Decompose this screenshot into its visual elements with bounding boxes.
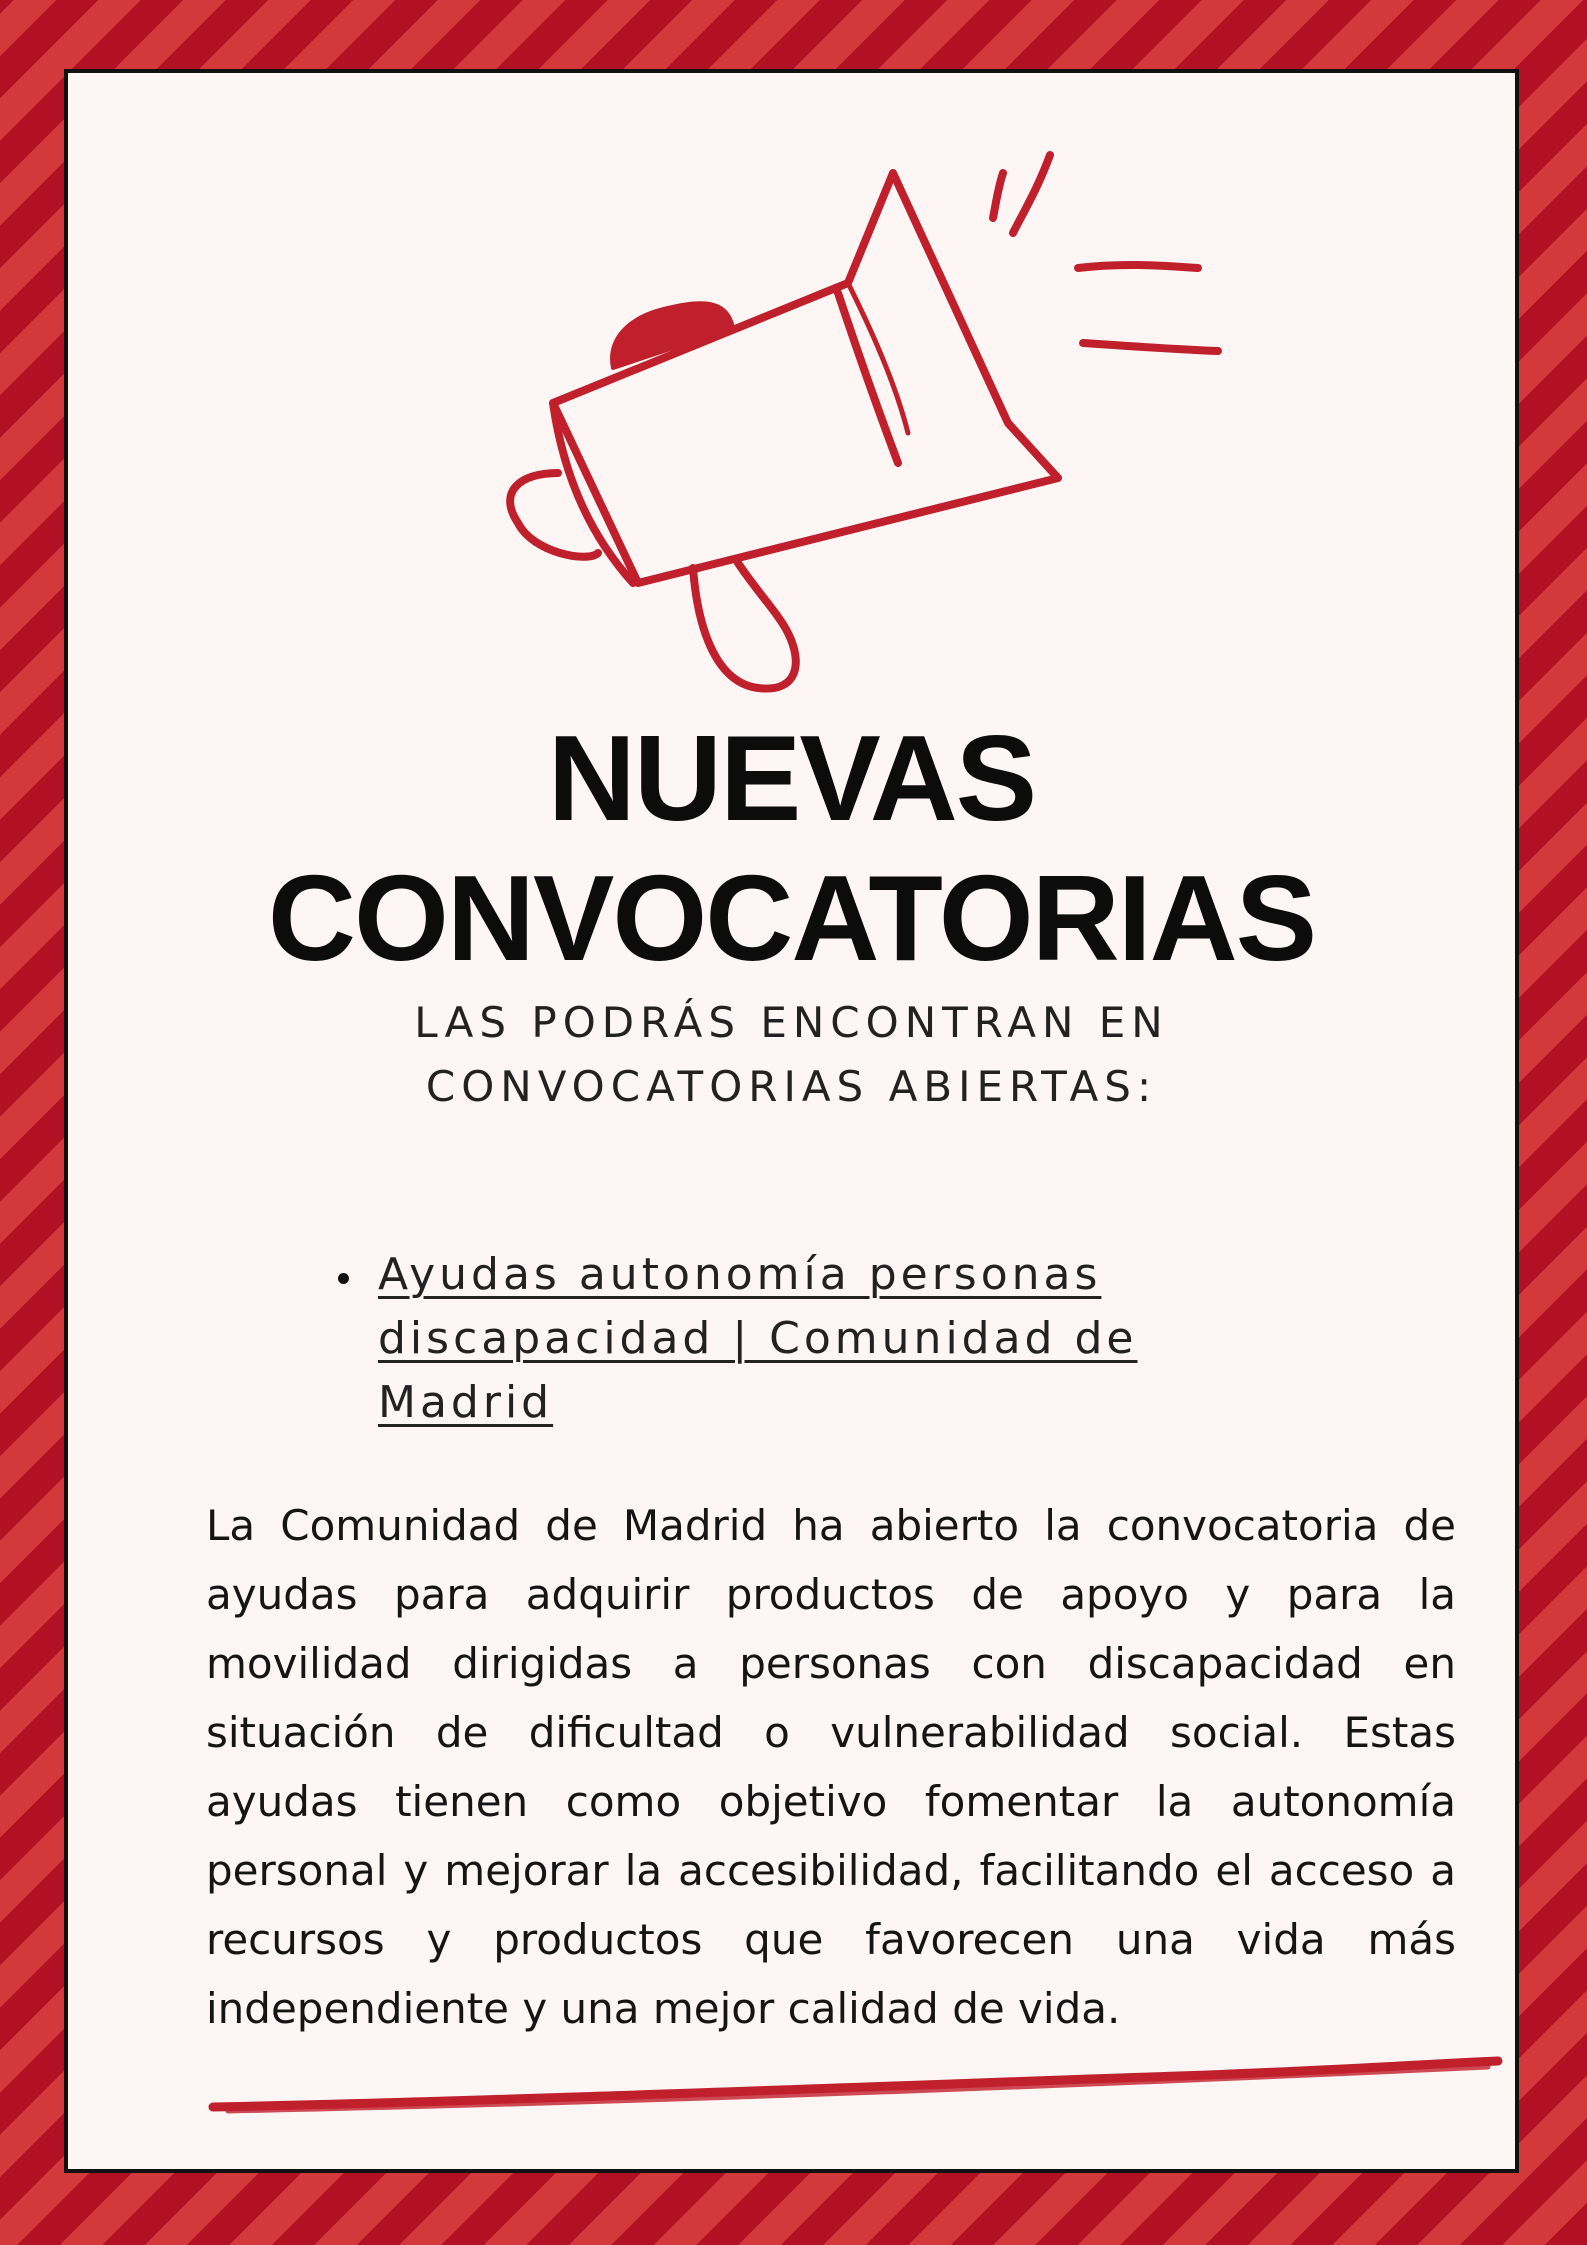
- poster-card: [64, 69, 1519, 2173]
- subtitle: [68, 991, 1515, 1119]
- title-line-1: NUEVAS: [547, 710, 1036, 846]
- brush-stroke-divider: [208, 2033, 1508, 2123]
- list-item: [338, 1243, 1318, 1435]
- page-title: [68, 708, 1515, 988]
- subtitle-line-2: CONVOCATORIAS ABIERTAS:: [425, 1062, 1158, 1111]
- body-paragraph: La Comunidad de Madrid ha abierto la convocatoria de ayudas para adquirir productos de apoyo y para la movilidad dirigidas a personas con discapacidad en situación de dificultad o vulnerabilidad social. Estas ayudas tienen como objetivo fomentar la autonomía personal y mejorar la accesibilidad, facilitando el acceso a recursos y productos que favorecen una vida más independiente y una mejor calidad de vida.: [206, 1501, 1456, 2033]
- title-line-2: CONVOCATORIAS: [267, 850, 1316, 986]
- link-list: [338, 1243, 1318, 1435]
- ayudas-link[interactable]: Ayudas autonomía personas discapacidad | Comunidad de Madrid: [378, 1249, 1138, 1428]
- bullet-icon: [338, 1273, 349, 1284]
- megaphone-icon: [438, 93, 1258, 743]
- subtitle-line-1: LAS PODRÁS ENCONTRAN EN: [414, 998, 1169, 1047]
